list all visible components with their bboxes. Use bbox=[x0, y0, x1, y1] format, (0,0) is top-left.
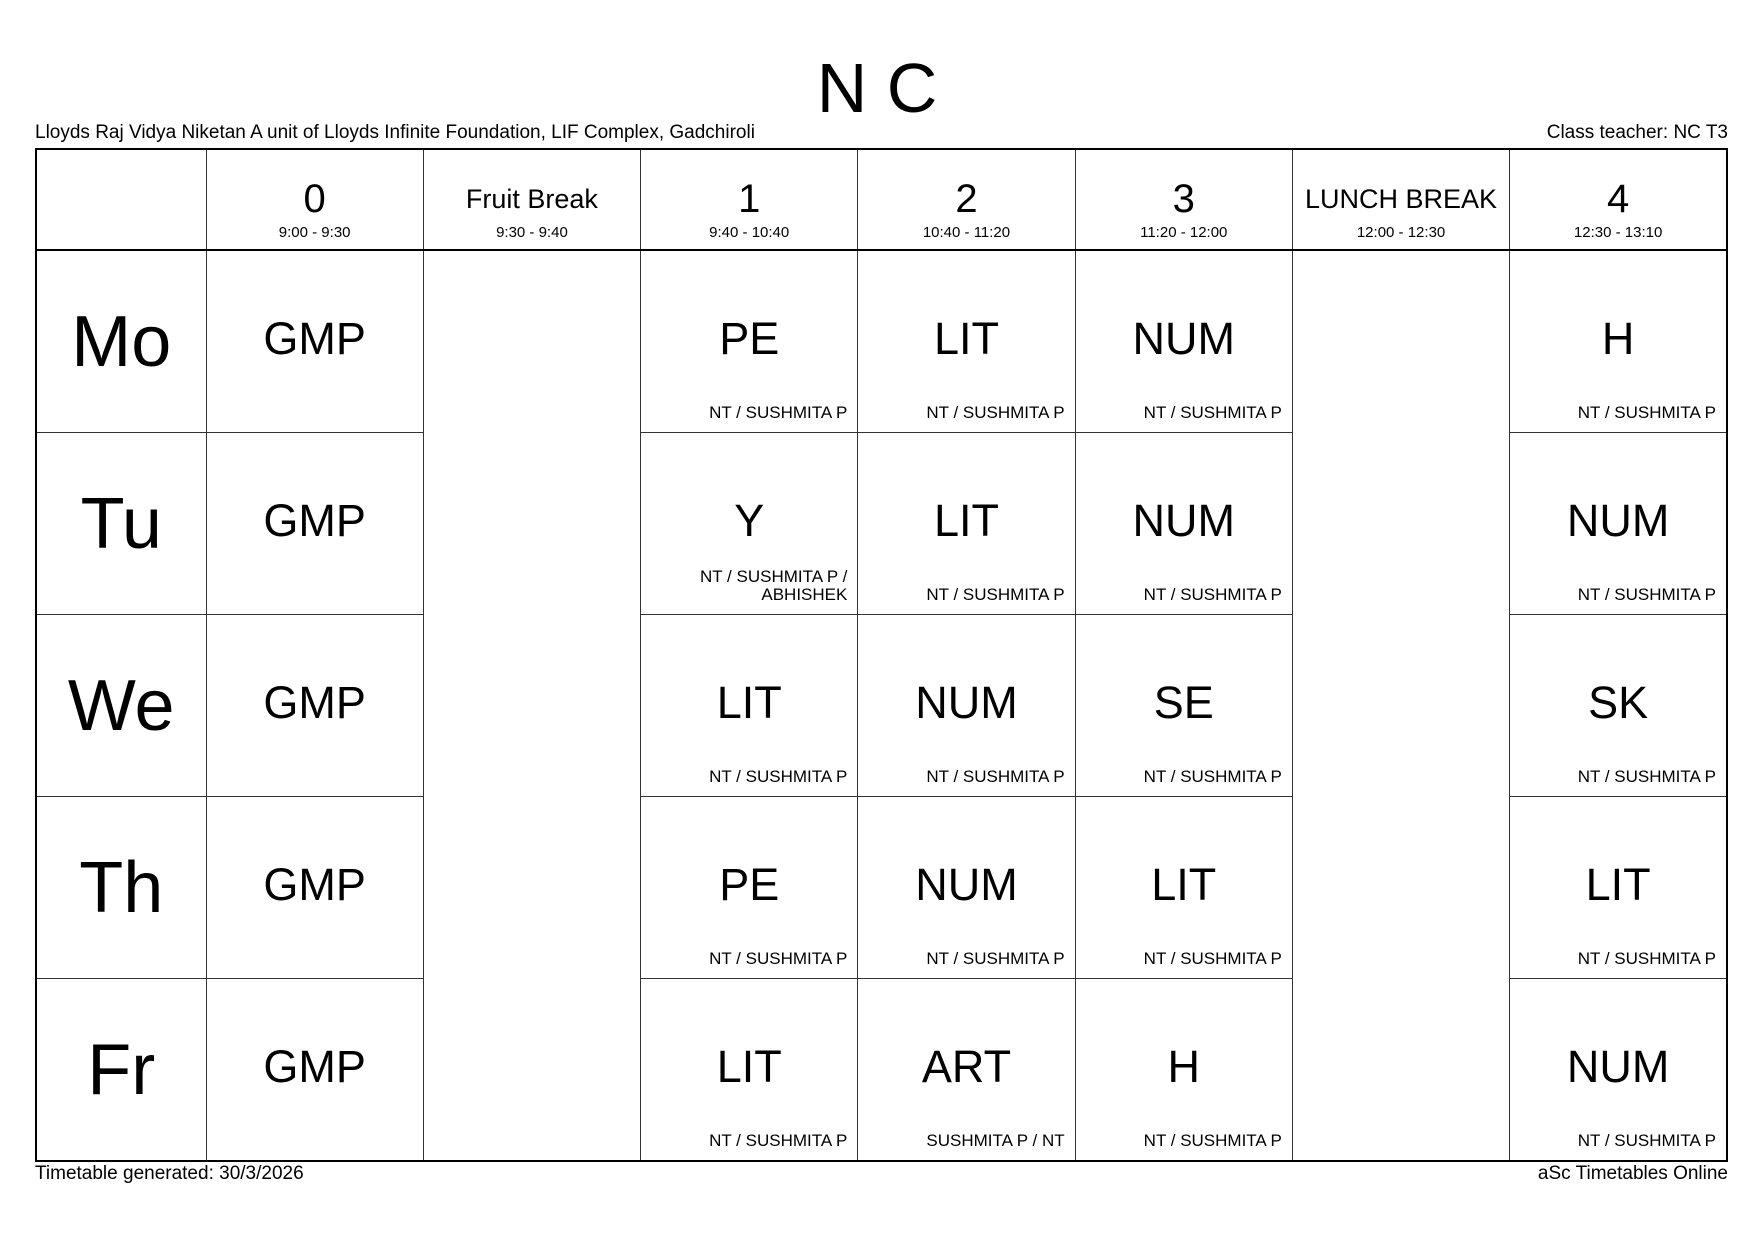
period-header bbox=[423, 149, 640, 250]
lesson-cell[interactable] bbox=[641, 979, 858, 1162]
period-time: 9:40 - 10:40 bbox=[709, 224, 790, 241]
lesson-subject: PE bbox=[719, 859, 780, 910]
period-time: 11:20 - 12:00 bbox=[1140, 224, 1228, 241]
day-label: Fr bbox=[36, 979, 206, 1162]
lesson-cell[interactable] bbox=[641, 615, 858, 797]
day-row bbox=[36, 250, 1727, 433]
period-time: 9:30 - 9:40 bbox=[496, 224, 568, 241]
lesson-teacher: NT / SUSHMITA P bbox=[1143, 403, 1282, 422]
lesson-subject: SE bbox=[1153, 677, 1214, 728]
lesson-teacher: NT / SUSHMITA P bbox=[1143, 585, 1282, 604]
lesson-cell[interactable] bbox=[641, 433, 858, 615]
lesson-teacher: SUSHMITA P / NT bbox=[926, 1131, 1065, 1150]
lesson-cell[interactable] bbox=[858, 433, 1075, 615]
day-label: Mo bbox=[36, 250, 206, 433]
lesson-cell[interactable] bbox=[1510, 433, 1727, 615]
lesson-cell[interactable] bbox=[1510, 615, 1727, 797]
generated-date: Timetable generated: 30/3/2026 bbox=[35, 1163, 304, 1184]
lesson-subject: LIT bbox=[716, 1041, 782, 1092]
generator-credit: aSc Timetables Online bbox=[1537, 1163, 1728, 1184]
break-cell bbox=[1292, 250, 1509, 1161]
lesson-subject: H bbox=[1601, 313, 1635, 364]
lesson-subject: LIT bbox=[1585, 859, 1651, 910]
day-label: Tu bbox=[36, 433, 206, 615]
lesson-teacher: NT / SUSHMITA P bbox=[1577, 767, 1716, 786]
lesson-cell[interactable] bbox=[206, 797, 423, 979]
lesson-cell[interactable] bbox=[1510, 797, 1727, 979]
lesson-cell[interactable] bbox=[1075, 979, 1292, 1162]
lesson-cell[interactable] bbox=[1510, 250, 1727, 433]
lesson-cell[interactable] bbox=[1510, 979, 1727, 1162]
lesson-subject: GMP bbox=[263, 677, 366, 728]
lesson-cell[interactable] bbox=[858, 979, 1075, 1162]
period-label: 2 bbox=[955, 177, 978, 221]
lesson-cell[interactable] bbox=[206, 250, 423, 433]
period-time: 12:30 - 13:10 bbox=[1573, 224, 1663, 241]
lesson-cell[interactable] bbox=[1075, 615, 1292, 797]
lesson-cell[interactable] bbox=[206, 433, 423, 615]
lesson-subject: GMP bbox=[263, 313, 366, 364]
period-label: 1 bbox=[738, 177, 761, 221]
lesson-teacher: NT / SUSHMITA P bbox=[926, 949, 1065, 968]
period-label: 0 bbox=[303, 177, 326, 221]
lesson-subject: LIT bbox=[933, 313, 999, 364]
lesson-teacher: NT / SUSHMITA P bbox=[926, 585, 1065, 604]
lesson-subject: LIT bbox=[933, 495, 999, 546]
lesson-teacher: NT / SUSHMITA P bbox=[926, 767, 1065, 786]
period-header bbox=[1510, 149, 1727, 250]
lesson-subject: NUM bbox=[915, 677, 1018, 728]
lesson-subject: NUM bbox=[1566, 1041, 1670, 1092]
timetable-grid bbox=[35, 148, 1728, 1162]
lesson-subject: ART bbox=[921, 1041, 1012, 1092]
lesson-cell[interactable] bbox=[1075, 250, 1292, 433]
lesson-cell[interactable] bbox=[858, 615, 1075, 797]
lesson-subject: NUM bbox=[915, 859, 1018, 910]
school-name: Lloyds Raj Vidya Niketan A unit of Lloyds Infinite Foundation, LIF Complex, Gadchiroli bbox=[35, 122, 755, 143]
lesson-subject: NUM bbox=[1566, 495, 1670, 546]
period-time: 10:40 - 11:20 bbox=[922, 224, 1011, 241]
period-time: 12:00 - 12:30 bbox=[1356, 224, 1446, 241]
period-label: 4 bbox=[1606, 177, 1630, 221]
period-label: Fruit Break bbox=[465, 184, 598, 214]
period-header bbox=[858, 149, 1075, 250]
lesson-subject: GMP bbox=[263, 859, 366, 910]
lesson-subject: LIT bbox=[716, 677, 782, 728]
lesson-teacher: NT / SUSHMITA P bbox=[1577, 585, 1716, 604]
lesson-cell[interactable] bbox=[858, 797, 1075, 979]
lesson-cell[interactable] bbox=[1075, 797, 1292, 979]
lesson-cell[interactable] bbox=[1075, 433, 1292, 615]
lesson-teacher: NT / SUSHMITA P bbox=[709, 949, 848, 968]
period-label: LUNCH BREAK bbox=[1305, 184, 1498, 214]
lesson-subject: H bbox=[1167, 1041, 1201, 1092]
header-row bbox=[36, 149, 1727, 250]
day-label: We bbox=[36, 615, 206, 797]
period-header bbox=[1075, 149, 1292, 250]
lesson-subject: LIT bbox=[1151, 859, 1217, 910]
day-label: Th bbox=[36, 797, 206, 979]
page-title: N C bbox=[816, 49, 938, 127]
period-time: 9:00 - 9:30 bbox=[278, 224, 351, 241]
lesson-cell[interactable] bbox=[206, 615, 423, 797]
period-header bbox=[641, 149, 858, 250]
lesson-subject: PE bbox=[719, 313, 780, 364]
corner-cell bbox=[36, 149, 206, 250]
lesson-teacher: NT / SUSHMITA P / ABHISHEK bbox=[699, 567, 848, 604]
period-header bbox=[206, 149, 423, 250]
break-cell bbox=[423, 250, 640, 1161]
period-label: 3 bbox=[1172, 177, 1195, 221]
lesson-cell[interactable] bbox=[206, 979, 423, 1162]
lesson-teacher: NT / SUSHMITA P bbox=[709, 403, 848, 422]
lesson-subject: NUM bbox=[1132, 495, 1235, 546]
lesson-teacher: NT / SUSHMITA P bbox=[1143, 949, 1282, 968]
lesson-subject: GMP bbox=[263, 495, 366, 546]
lesson-subject: GMP bbox=[263, 1041, 366, 1092]
lesson-cell[interactable] bbox=[641, 250, 858, 433]
lesson-teacher: NT / SUSHMITA P bbox=[709, 1131, 848, 1150]
lesson-subject: Y bbox=[734, 495, 765, 546]
lesson-subject: SK bbox=[1588, 677, 1649, 728]
lesson-cell[interactable] bbox=[641, 797, 858, 979]
class-teacher: Class teacher: NC T3 bbox=[1546, 122, 1728, 143]
lesson-teacher: NT / SUSHMITA P bbox=[1143, 1131, 1282, 1150]
lesson-teacher: NT / SUSHMITA P bbox=[1577, 1131, 1716, 1150]
period-header bbox=[1292, 149, 1509, 250]
lesson-teacher: NT / SUSHMITA P bbox=[1577, 949, 1716, 968]
lesson-subject: NUM bbox=[1132, 313, 1235, 364]
lesson-teacher: NT / SUSHMITA P bbox=[926, 403, 1065, 422]
lesson-cell[interactable] bbox=[858, 250, 1075, 433]
lesson-teacher: NT / SUSHMITA P bbox=[1143, 767, 1282, 786]
lesson-teacher: NT / SUSHMITA P bbox=[709, 767, 848, 786]
lesson-teacher: NT / SUSHMITA P bbox=[1577, 403, 1716, 422]
